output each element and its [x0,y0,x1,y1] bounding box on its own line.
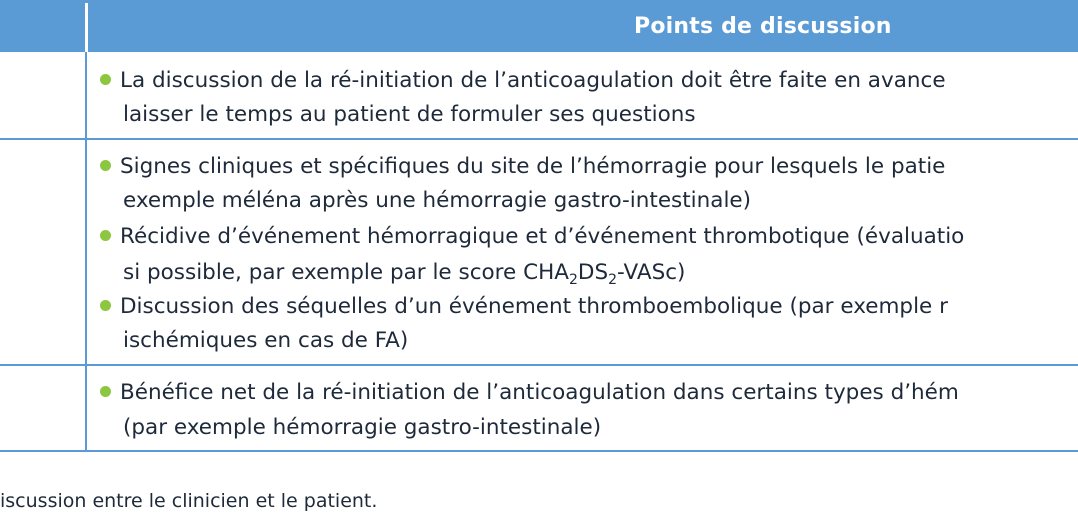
bullet-text: Récidive d’événement hémorragique et d’événement thrombotique (évaluatio [120,224,965,249]
score-text: DS [577,260,609,285]
bullet-item [100,376,959,410]
table-header [0,0,1078,52]
bullet-text-continuation: exemple méléna après une hémorragie gastro-intestinale) [123,188,752,213]
bullet-icon [100,74,111,85]
subscript: 2 [608,272,618,288]
header-title: Points de discussion [634,14,892,39]
subscript: 2 [569,272,578,288]
table-bottom-border [0,450,1078,452]
bullet-text-continuation: ischémiques en cas de FA) [123,328,409,353]
bullet-icon [100,230,111,241]
bullet-text: Discussion des séquelles d’un événement thromboembolique (par exemple r [120,294,948,319]
bullet-icon [100,300,111,311]
footnote: iscussion entre le clinicien et le patient. [0,490,378,512]
bullet-item [100,150,945,184]
bullet-text: La discussion de la ré-initiation de l’anticoagulation doit être faite en avance [120,68,946,93]
row-divider [0,364,1078,366]
bullet-text: Bénéfice net de la ré-initiation de l’anticoagulation dans certains types d’hém [120,380,959,405]
score-text: si possible, par exemple par le score CHA [123,260,569,285]
header-column-divider [85,3,88,52]
bullet-item [100,220,964,254]
bullet-item [100,64,946,98]
bullet-icon [100,160,111,171]
bullet-text: Signes cliniques et spécifiques du site de l’hémorragie pour lesquels le patie [120,154,946,179]
score-text: -VASc) [617,260,686,285]
bullet-text-continuation: (par exemple hémorragie gastro-intestinale) [123,415,602,440]
column-divider [85,52,87,452]
bullet-icon [100,386,111,397]
bullet-text-continuation [123,256,685,290]
bullet-item [100,290,948,324]
bullet-text-continuation: laisser le temps au patient de formuler ses questions [123,102,696,127]
row-divider [0,138,1078,140]
